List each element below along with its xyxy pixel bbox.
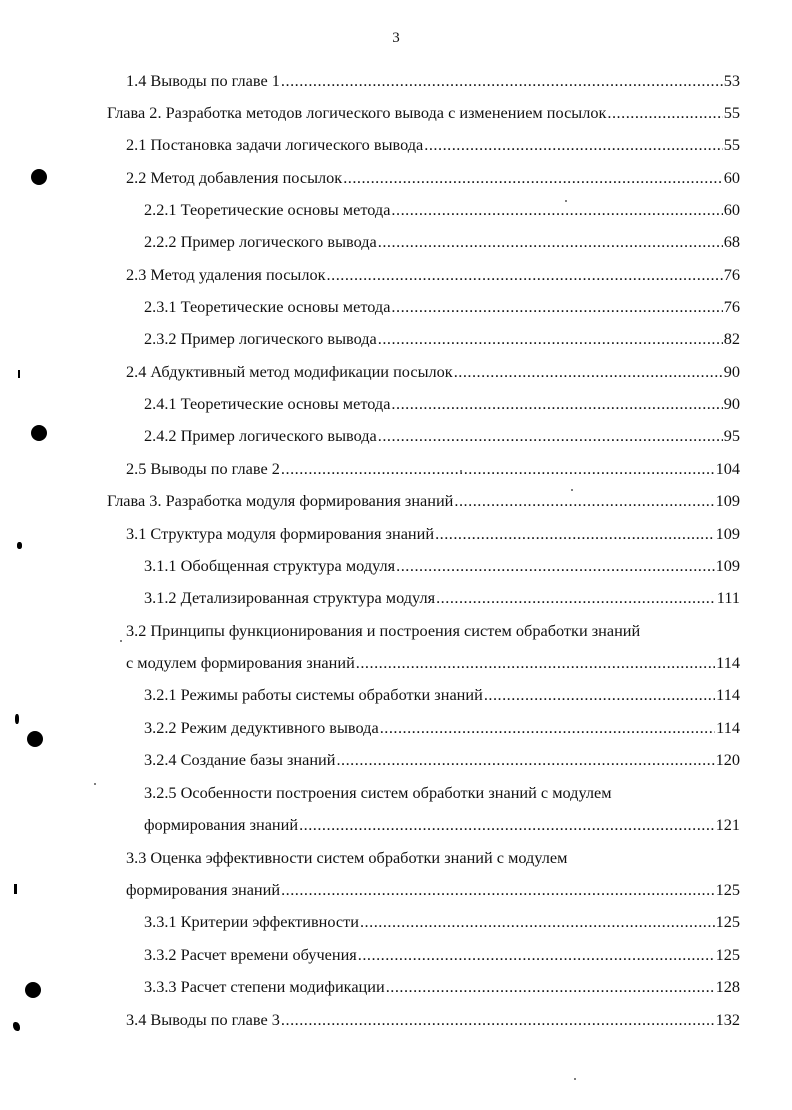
toc-entry-title: 2.4.1 Теоретические основы метода [144, 394, 391, 413]
toc-entry-title: 2.3.2 Пример логического вывода [144, 329, 377, 348]
toc-entry-sub[interactable] [144, 423, 740, 449]
dot-leader [454, 359, 723, 385]
dot-leader [396, 553, 714, 579]
scan-speck [574, 1078, 576, 1080]
toc-entry-title: 3.1.1 Обобщенная структура модуля [144, 556, 396, 575]
toc-entry-title: Глава 3. Разработка модуля формирования знаний [107, 491, 454, 510]
toc-entry-sub[interactable] [144, 229, 740, 255]
toc-entry-continuation-text: формирования знаний [126, 880, 281, 899]
toc-entry-sub[interactable] [144, 942, 740, 968]
scan-mark [17, 542, 22, 549]
toc-entry-title: 3.2.5 Особенности построения систем обработки знаний с модулем [144, 783, 612, 802]
dot-leader [281, 877, 715, 903]
scan-mark [13, 1022, 20, 1031]
dot-leader [391, 294, 722, 320]
toc-entry-page: 90 [723, 362, 740, 381]
toc-entry-page: 128 [715, 977, 740, 996]
toc-entry-continuation[interactable] [126, 650, 740, 676]
dot-leader [386, 974, 715, 1000]
toc-entry-continuation[interactable] [126, 877, 740, 903]
toc-entry-page: 55 [723, 135, 740, 154]
toc-entry-page: 76 [723, 265, 740, 284]
toc-entry-sub[interactable] [144, 294, 740, 320]
toc-entry-sub[interactable] [144, 715, 740, 741]
toc-entry-title: 3.2.2 Режим дедуктивного вывода [144, 718, 379, 737]
toc-entry-continuation[interactable] [144, 812, 740, 838]
toc-entry-title: 2.2 Метод добавления посылок [126, 168, 343, 187]
toc-entry[interactable] [126, 165, 740, 191]
punch-hole-dot [31, 425, 47, 441]
toc-entry[interactable] [126, 456, 740, 482]
toc-entry-page: 55 [723, 103, 740, 122]
toc-entry-line1[interactable] [144, 780, 740, 806]
scan-mark [18, 370, 20, 378]
scan-mark [14, 884, 17, 894]
toc-entry[interactable] [126, 68, 740, 94]
toc-entry-title: 3.2.1 Режимы работы системы обработки знаний [144, 685, 483, 704]
toc-entry-page: 111 [716, 588, 740, 607]
toc-entry-line1[interactable] [126, 618, 740, 644]
toc-entry-title: 3.3.2 Расчет времени обучения [144, 945, 357, 964]
toc-entry-sub[interactable] [144, 585, 740, 611]
toc-entry-sub[interactable] [144, 974, 740, 1000]
toc-entry-page: 125 [715, 880, 740, 899]
toc-entry-title: 1.4 Выводы по главе 1 [126, 71, 280, 90]
toc-entry-title: 3.3.3 Расчет степени модификации [144, 977, 385, 996]
toc-entry-sub[interactable] [144, 909, 740, 935]
toc-entry-sub[interactable] [144, 391, 740, 417]
toc-entry[interactable] [126, 359, 740, 385]
toc-entry-title: 2.1 Постановка задачи логического вывода [126, 135, 424, 154]
toc-entry-page: 125 [715, 912, 740, 931]
toc-entry[interactable] [126, 132, 740, 158]
toc-entry-title: 3.3.1 Критерии эффективности [144, 912, 359, 931]
toc-entry-page: 60 [723, 200, 740, 219]
toc-entry-continuation-text: формирования знаний [144, 815, 299, 834]
punch-hole-dot [31, 169, 47, 185]
toc-entry-page: 125 [715, 945, 740, 964]
punch-hole-dot [25, 982, 41, 998]
toc-entry-title: 2.4.2 Пример логического вывода [144, 426, 377, 445]
dot-leader [360, 909, 715, 935]
toc-entry-title: Глава 2. Разработка методов логического вывода с изменением посылок [107, 103, 607, 122]
toc-entry-page: 132 [715, 1010, 740, 1029]
scan-speck [120, 640, 122, 642]
toc-entry-page: 109 [715, 491, 740, 510]
dot-leader [281, 456, 715, 482]
toc-entry-line1[interactable] [126, 845, 740, 871]
punch-hole-dot [27, 731, 43, 747]
toc-entry-title: 3.2.4 Создание базы знаний [144, 750, 336, 769]
toc-entry-chapter[interactable] [107, 488, 740, 514]
toc-entry[interactable] [126, 262, 740, 288]
dot-leader [484, 682, 715, 708]
dot-leader [327, 262, 723, 288]
dot-leader [343, 165, 723, 191]
toc-entry-page: 60 [723, 168, 740, 187]
toc-entry-page: 68 [723, 232, 740, 251]
dot-leader [378, 423, 723, 449]
toc-entry-page: 121 [715, 815, 740, 834]
toc-entry-title: 2.3 Метод удаления посылок [126, 265, 326, 284]
toc-entry-sub[interactable] [144, 747, 740, 773]
toc-entry-page: 120 [715, 750, 740, 769]
dot-leader [607, 100, 722, 126]
dot-leader [391, 197, 722, 223]
toc-entry[interactable] [126, 521, 740, 547]
toc-entry-title: 3.2 Принципы функционирования и построения систем обработки знаний [126, 621, 641, 640]
toc-entry-title: 3.4 Выводы по главе 3 [126, 1010, 280, 1029]
toc-entry-continuation-text: с модулем формирования знаний [126, 653, 355, 672]
toc-entry-title: 3.3 Оценка эффективности систем обработки знаний с модулем [126, 848, 568, 867]
toc-entry-page: 114 [716, 653, 740, 672]
toc-entry-title: 3.1.2 Детализированная структура модуля [144, 588, 436, 607]
toc-entry-page: 76 [723, 297, 740, 316]
dot-leader [424, 132, 722, 158]
toc-entry-sub[interactable] [144, 197, 740, 223]
dot-leader [435, 521, 715, 547]
dot-leader [336, 747, 714, 773]
toc-entry-page: 114 [716, 685, 740, 704]
dot-leader [299, 812, 715, 838]
scan-mark [15, 714, 19, 724]
toc-entry-page: 90 [723, 394, 740, 413]
dot-leader [436, 585, 716, 611]
dot-leader [391, 391, 722, 417]
toc-entry-page: 109 [715, 524, 740, 543]
toc-entry-title: 2.2.1 Теоретические основы метода [144, 200, 391, 219]
scan-speck [94, 783, 96, 785]
dot-leader [454, 488, 714, 514]
toc-entry-title: 3.1 Структура модуля формирования знаний [126, 524, 435, 543]
page-number: 3 [392, 30, 400, 46]
toc-entry-sub[interactable] [144, 682, 740, 708]
toc-entry-sub[interactable] [144, 553, 740, 579]
dot-leader [358, 942, 715, 968]
dot-leader [281, 68, 723, 94]
dot-leader [356, 650, 715, 676]
dot-leader [378, 229, 723, 255]
dot-leader [380, 715, 715, 741]
toc-entry-title: 2.3.1 Теоретические основы метода [144, 297, 391, 316]
toc-entry-page: 104 [715, 459, 740, 478]
toc-entry-page: 82 [723, 329, 740, 348]
toc-entry-title: 2.2.2 Пример логического вывода [144, 232, 377, 251]
toc-entry-sub[interactable] [144, 326, 740, 352]
toc-entry-page: 95 [723, 426, 740, 445]
toc-entry-page: 53 [723, 71, 740, 90]
toc-entry-page: 109 [715, 556, 740, 575]
toc-entry-page: 114 [716, 718, 740, 737]
toc-entry-title: 2.4 Абдуктивный метод модификации посылок [126, 362, 453, 381]
toc-entry-chapter[interactable] [107, 100, 740, 126]
dot-leader [281, 1007, 715, 1033]
dot-leader [378, 326, 723, 352]
toc-entry-title: 2.5 Выводы по главе 2 [126, 459, 280, 478]
toc-entry[interactable] [126, 1007, 740, 1033]
